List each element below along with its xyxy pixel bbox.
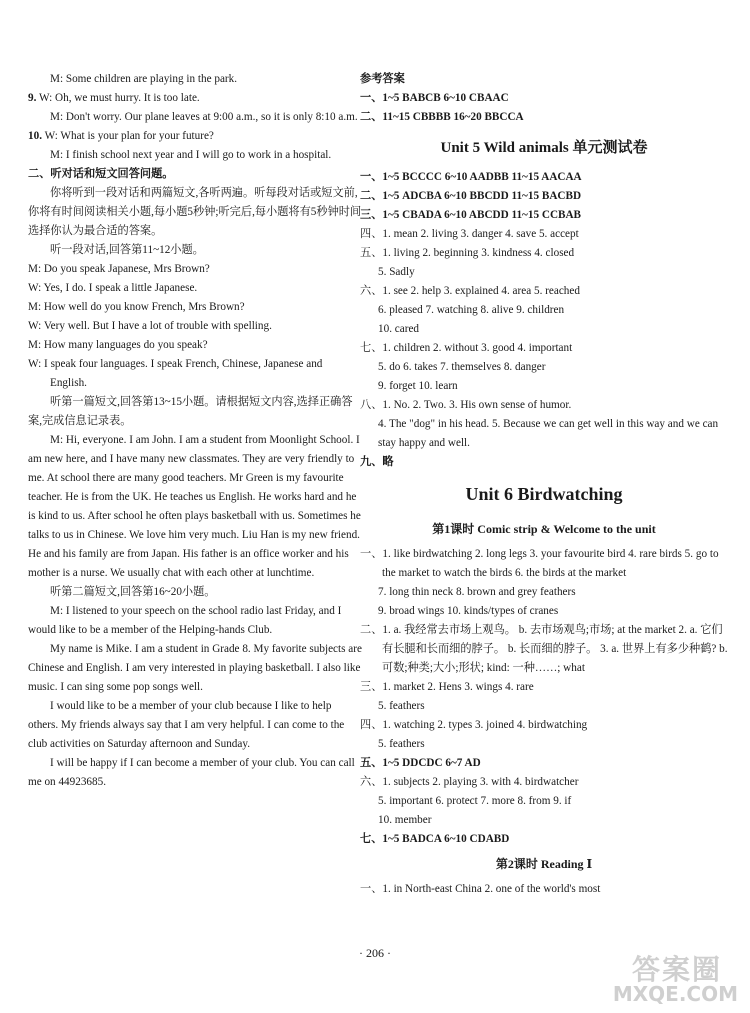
- right-column-line: [360, 621, 728, 678]
- line-text: 7. long thin neck 8. brown and grey feathers: [378, 586, 576, 598]
- left-column-line: [28, 165, 362, 184]
- page-number: · 206 ·: [359, 946, 391, 960]
- line-text: 5. Sadly: [378, 266, 415, 278]
- line-text: I would like to be a member of your club because I like to help others. My friends always say that I am very helpful. I can come to the club activities on Saturday afternoon and Sunday.: [28, 700, 345, 750]
- right-column-line: [360, 187, 728, 206]
- line-text: 5. important 6. protect 7. more 8. from 9. if: [378, 795, 572, 807]
- left-column-line: [28, 298, 362, 317]
- left-column-line: [28, 241, 362, 260]
- line-text: 10. member: [378, 814, 432, 826]
- line-text: 听第一篇短文,回答第13~15小题。请根据短文内容,选择正确答案,完成信息记录表。: [28, 396, 353, 427]
- right-column-line: [360, 263, 728, 282]
- line-text: 七、1~5 BADCA 6~10 CDABD: [360, 833, 510, 845]
- line-text: M: How well do you know French, Mrs Brown?: [28, 301, 245, 313]
- line-text: 五、1. living 2. beginning 3. kindness 4. closed: [360, 247, 575, 259]
- line-text: 一、1~5 BCCCC 6~10 AADBB 11~15 AACAA: [360, 171, 582, 183]
- right-column-line: [360, 358, 728, 377]
- right-column-line: [360, 168, 728, 187]
- left-column: [28, 70, 362, 792]
- watermark: [602, 948, 742, 1008]
- left-column-line: [28, 108, 362, 127]
- line-text: 9. forget 10. learn: [378, 380, 458, 392]
- line-text: 4. The "dog" in his head. 5. Because we can get well in this way and we can stay happy and well.: [378, 418, 719, 449]
- line-text: 10. cared: [378, 323, 419, 335]
- line-text: 二、1. a. 我经常去市场上观鸟。 b. 去市场观鸟;市场; at the market 2. a. 它们有长腿和长而细的脖子。 b. 长而细的脖子。 3. a. 世界上有多少种鹤? b. 可数;种类;大小;形状; kind: 一种……; what: [360, 624, 728, 674]
- left-column-line: [28, 431, 362, 583]
- line-text: M: How many languages do you speak?: [28, 339, 208, 351]
- line-text: M: Some children are playing in the park.: [50, 73, 238, 85]
- watermark-logo: 答案圈: [631, 953, 722, 986]
- line-text: 9. broad wings 10. kinds/types of cranes: [378, 605, 559, 617]
- line-text: 三、1~5 CBADA 6~10 ABCDD 11~15 CCBAB: [360, 209, 582, 221]
- right-column-line: [360, 282, 728, 301]
- right-column-line: [360, 830, 728, 849]
- left-column-line: [28, 70, 362, 89]
- right-column-line: [360, 108, 728, 127]
- left-column-line: [28, 146, 362, 165]
- line-text: W: Yes, I do. I speak a little Japanese.: [28, 282, 198, 294]
- line-text: 5. feathers: [378, 700, 425, 712]
- left-column-line: [28, 355, 362, 393]
- right-column-line: [360, 545, 728, 583]
- line-text: 四、1. watching 2. types 3. joined 4. birdwatching: [360, 719, 588, 731]
- line-text: Unit 6 Birdwatching: [465, 484, 623, 504]
- right-column-line: [360, 773, 728, 792]
- right-column-line: [360, 320, 728, 339]
- right-column-line: [360, 697, 728, 716]
- right-column-line: [360, 678, 728, 697]
- left-column-line: [28, 317, 362, 336]
- right-column-line: [360, 206, 728, 225]
- line-text: 三、1. market 2. Hens 3. wings 4. rare: [360, 681, 534, 693]
- line-text: M: I finish school next year and I will go to work in a hospital.: [50, 149, 332, 161]
- line-text: 你将听到一段对话和两篇短文,各听两遍。听每段对话或短文前,你将有时间阅读相关小题,每小题5秒钟;听完后,每小题将有5秒钟时间选择你认为最合适的答案。: [28, 187, 362, 237]
- right-column-line: [360, 339, 728, 358]
- right-column-line: [360, 70, 728, 89]
- left-column-line: [28, 89, 362, 108]
- left-column-line: [28, 754, 362, 792]
- line-text: 七、1. children 2. without 3. good 4. important: [360, 342, 573, 354]
- line-text: W: Oh, we must hurry. It is too late.: [36, 92, 200, 104]
- line-text: 六、1. subjects 2. playing 3. with 4. birdwatcher: [360, 776, 579, 788]
- right-column-line: [360, 792, 728, 811]
- watermark-url: MXQE.COM: [612, 982, 738, 1006]
- line-text: 八、1. No. 2. Two. 3. His own sense of humor.: [360, 399, 572, 411]
- right-column-line: [360, 415, 728, 453]
- right-column-line: [360, 811, 728, 830]
- line-text: 二、听对话和短文回答问题。: [28, 168, 174, 180]
- left-column-line: [28, 279, 362, 298]
- line-text: 5. feathers: [378, 738, 425, 750]
- left-column-line: [28, 697, 362, 754]
- line-text: 二、11~15 CBBBB 16~20 BBCCA: [360, 111, 524, 123]
- line-text: 5. do 6. takes 7. themselves 8. danger: [378, 361, 546, 373]
- line-text: 九、略: [360, 456, 394, 468]
- line-text: W: Very well. But I have a lot of trouble with spelling.: [28, 320, 272, 332]
- left-column-line: [28, 640, 362, 697]
- left-column-line: [28, 127, 362, 146]
- line-text: 一、1~5 BABCB 6~10 CBAAC: [360, 92, 509, 104]
- line-text: 6. pleased 7. watching 8. alive 9. children: [378, 304, 565, 316]
- line-text: 听一段对话,回答第11~12小题。: [50, 244, 204, 256]
- line-text: I will be happy if I can become a member of your club. You can call me on 44923685.: [28, 757, 355, 788]
- line-text: M: Hi, everyone. I am John. I am a student from Moonlight School. I am new here, and I have many new classmates. They are very friendly to me. At school there are many good teachers. Mr Green is my favourite teacher. He is from the UK. He teaches us English. He works hard and he is kind to us. After school he often plays basketball with us. Sometimes he talks to us in Chinese. We love him very much. Liu Han is my new friend. He and his family are from Japan. His father is an office worker and his mother is a nurse. We usually chat with each other at lunchtime.: [28, 434, 361, 579]
- right-column-line: [360, 244, 728, 263]
- line-text: 参考答案: [360, 73, 405, 85]
- right-column-line: [360, 602, 728, 621]
- line-text: My name is Mike. I am a student in Grade 8. My favorite subjects are Chinese and English. I am very interested in playing basketball. I also like music. I can sing some pop songs well.: [28, 643, 362, 693]
- right-column-line: [360, 453, 728, 472]
- left-column-line: [28, 184, 362, 241]
- right-column-line: [360, 225, 728, 244]
- left-column-line: [28, 260, 362, 279]
- left-column-line: [28, 583, 362, 602]
- right-column-line: [360, 716, 728, 735]
- right-column-line: [360, 583, 728, 602]
- line-text: 四、1. mean 2. living 3. danger 4. save 5. accept: [360, 228, 579, 240]
- line-text: W: I speak four languages. I speak French, Chinese, Japanese and English.: [28, 358, 323, 389]
- right-column-line: [360, 301, 728, 320]
- line-text: W: What is your plan for your future?: [41, 130, 214, 142]
- question-number: 10.: [28, 130, 42, 142]
- right-column-line: [360, 377, 728, 396]
- line-text: 一、1. in North-east China 2. one of the world's most: [360, 883, 601, 895]
- left-column-line: [28, 393, 362, 431]
- right-column-line: [360, 520, 728, 539]
- right-column-line: [360, 396, 728, 415]
- line-text: M: I listened to your speech on the school radio last Friday, and I would like to be a member of the Helping-hands Club.: [28, 605, 342, 636]
- left-column-line: [28, 336, 362, 355]
- question-number: 9.: [28, 92, 37, 104]
- line-text: M: Do you speak Japanese, Mrs Brown?: [28, 263, 210, 275]
- right-column-line: [360, 482, 728, 506]
- right-column-line: [360, 735, 728, 754]
- right-column: [360, 70, 728, 899]
- line-text: Unit 5 Wild animals 单元测试卷: [440, 140, 648, 156]
- line-text: 第1课时 Comic strip & Welcome to the unit: [432, 522, 656, 536]
- right-column-line: [360, 855, 728, 874]
- line-text: 六、1. see 2. help 3. explained 4. area 5. reached: [360, 285, 580, 297]
- line-text: 五、1~5 DDCDC 6~7 AD: [360, 757, 481, 769]
- right-column-line: [360, 89, 728, 108]
- line-text: 一、1. like birdwatching 2. long legs 3. your favourite bird 4. rare birds 5. go to the market to watch the birds 6. the birds at the market: [360, 548, 719, 579]
- line-text: M: Don't worry. Our plane leaves at 9:00 a.m., so it is only 8:10 a.m.: [50, 111, 358, 123]
- line-text: 二、1~5 ADCBA 6~10 BBCDD 11~15 BACBD: [360, 190, 582, 202]
- right-column-line: [360, 880, 728, 899]
- line-text: 第2课时 Reading Ⅰ: [495, 857, 593, 871]
- left-column-line: [28, 602, 362, 640]
- line-text: 听第二篇短文,回答第16~20小题。: [50, 586, 216, 598]
- right-column-line: [360, 754, 728, 773]
- right-column-line: [360, 139, 728, 158]
